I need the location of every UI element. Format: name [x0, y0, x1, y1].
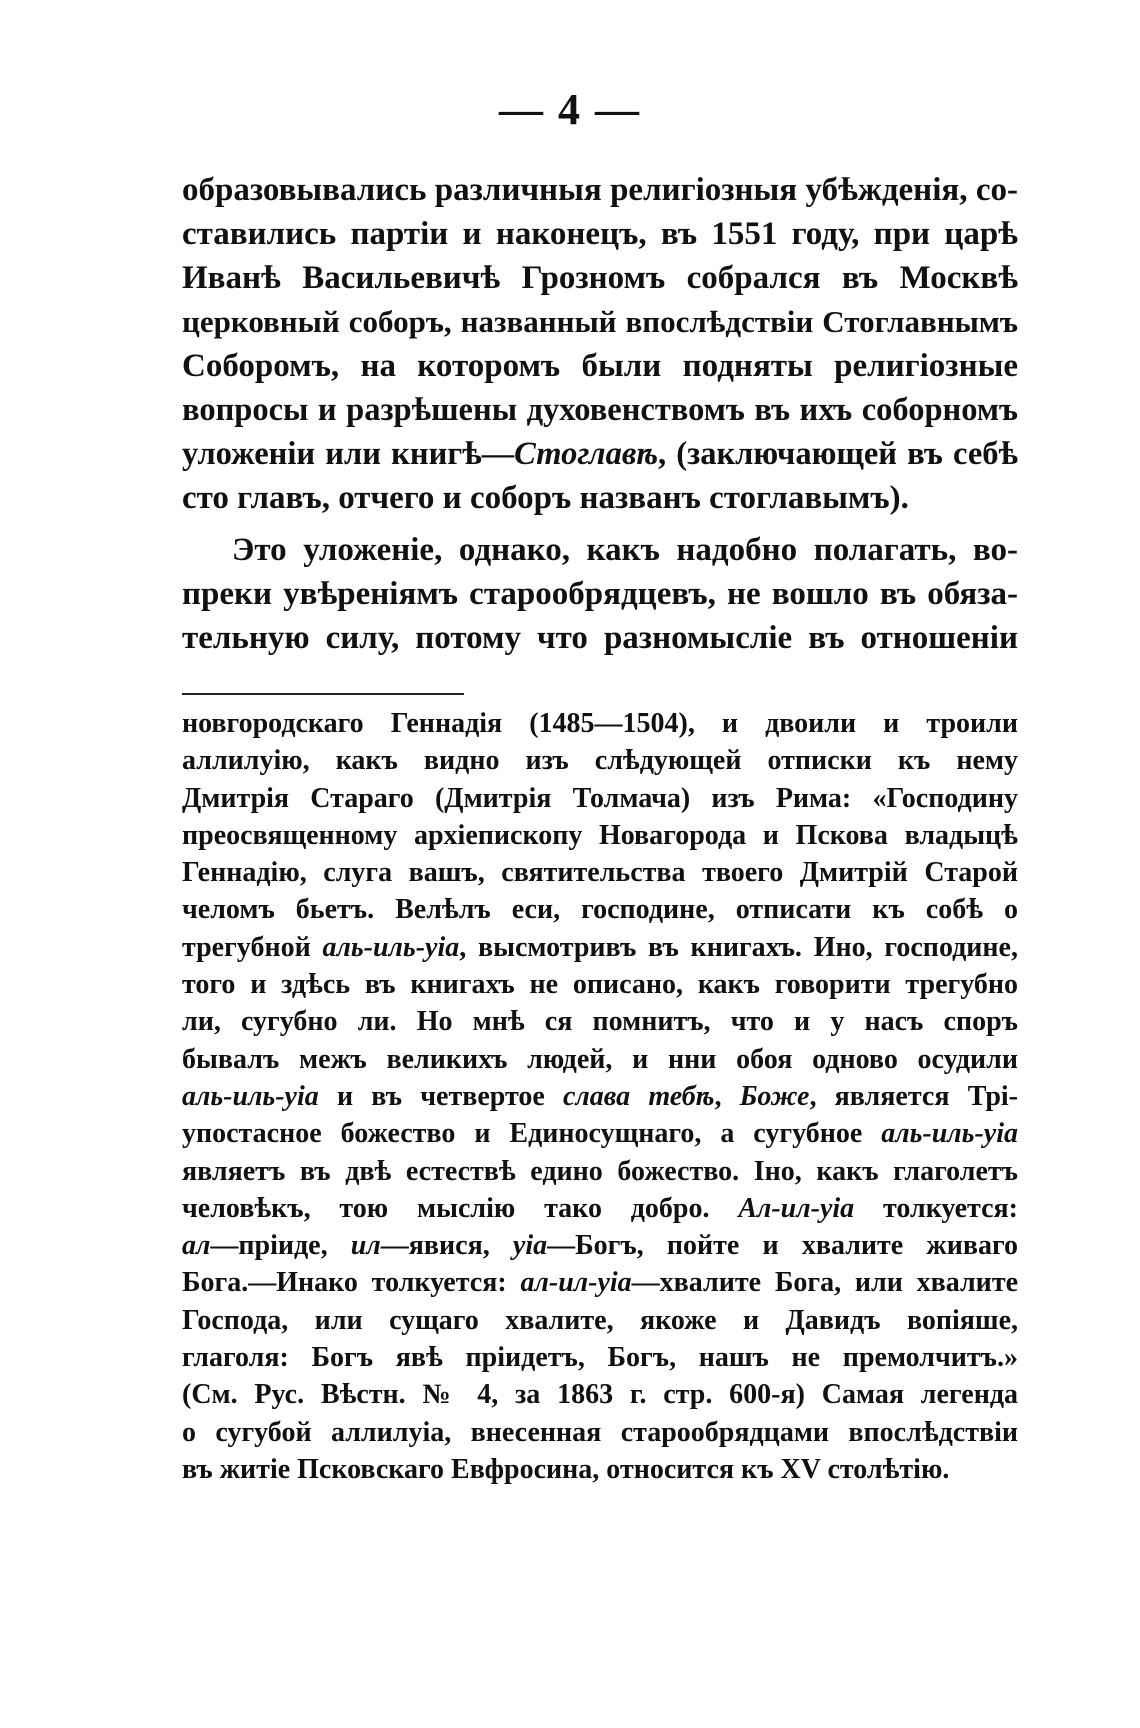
text-run: толкуется:: [854, 1192, 1018, 1224]
footnote-line: Дмитрія Стараго (Дмитрія Толмача) изъ Рима: «Господину: [182, 782, 1018, 814]
text-line: образовывались различныя религіозныя убѣжденія, со-: [182, 172, 1018, 208]
footnote-line: являетъ въ двѣ естествѣ едино божество. Іно, какъ глаголетъ: [182, 1155, 1018, 1187]
paragraph-gap: [182, 520, 1018, 528]
italic-term: аль-иль-уіа: [182, 1080, 319, 1112]
page-number: — 4 —: [499, 85, 641, 134]
text-line: Соборомъ, на которомъ были подняты религіозные: [182, 348, 1018, 384]
text-run: и въ четвертое: [318, 1080, 563, 1112]
text-run: , является Трі-: [809, 1080, 1018, 1112]
text-run: —хвалите Бога, или хвалите: [631, 1267, 1018, 1299]
footnote-line: [182, 1190, 1018, 1227]
italic-term: Ал-ил-уіа: [738, 1192, 855, 1224]
footnote-divider: [182, 693, 464, 695]
italic-term: слава тебѣ: [563, 1080, 715, 1112]
footnote-line: Господа, или сущаго хвалите, якоже и Давидъ вопіяше,: [182, 1304, 1018, 1336]
footnote-line: [182, 1227, 1018, 1264]
footnote-line: въ житіе Псковскаго Евфросина, относится къ XV столѣтію.: [182, 1453, 950, 1485]
footnote-line: [182, 1264, 1018, 1301]
text-line: сто главъ, отчего и соборъ названъ стоглавымъ).: [182, 480, 909, 516]
text-run: —Богъ, пойте и хвалите живаго: [547, 1230, 1018, 1262]
text-line: Это уложеніе, однако, какъ надобно полагать, во-: [232, 532, 1018, 568]
italic-term: ал: [182, 1230, 211, 1262]
footnote-line: ли, сугубно ли. Но мнѣ ся помнитъ, что и у насъ споръ: [182, 1006, 1018, 1038]
footnote-line: [182, 1115, 1018, 1152]
italic-term: ил: [350, 1230, 381, 1262]
footnote-line: того и здѣсь въ книгахъ не описано, какъ говорити трегубно: [182, 969, 1018, 1001]
footnote-line: аллилуію, какъ видно изъ слѣдующей отписки къ нему: [182, 745, 1018, 777]
text-line: ставились партіи и наконецъ, въ 1551 году, при царѣ: [182, 216, 1018, 252]
main-paragraph: [182, 168, 1018, 660]
footnote-line: глаголя: Богъ явѣ пріидетъ, Богъ, нашъ не премолчитъ.»: [182, 1342, 1018, 1374]
text-line: церковный соборъ, названный впослѣдствіи Стоглавнымъ: [182, 304, 1018, 339]
text-run: человѣкъ, тою мыслію тако добро.: [182, 1192, 739, 1224]
text-run: , высмотривъ въ книгахъ. Ино, господине,: [459, 931, 1018, 963]
text-run: —пріиде,: [210, 1230, 351, 1262]
text-line: [182, 432, 1018, 476]
footnote-line: Геннадію, слуга вашъ, святительства твоего Дмитрій Старой: [182, 857, 1018, 889]
text-line: вопросы и разрѣшены духовенствомъ въ ихъ соборномъ: [182, 392, 1018, 428]
text-line: преки увѣреніямъ старообрядцевъ, не вошло въ обяза-: [182, 576, 1018, 612]
footnote-line: новгородскаго Геннадія (1485—1504), и двоили и троили: [182, 708, 1018, 739]
italic-term: ал-ил-уіа: [520, 1267, 632, 1299]
footnote-line: [182, 1078, 1018, 1115]
text-run: уложеніи или книгѣ—: [182, 436, 515, 472]
italic-term: уіа: [512, 1230, 548, 1262]
footnote-line: (См. Рус. Вѣстн. № 4, за 1863 г. стр. 600-я) Самая легенда: [182, 1379, 1018, 1411]
footnote: [182, 705, 1018, 1488]
footnote-line: челомъ бьетъ. Велѣлъ еси, господине, отписати къ собѣ о: [182, 894, 1018, 926]
text-run: Бога.—Инако толкуется:: [182, 1267, 521, 1299]
footnote-line: [182, 929, 1018, 966]
italic-term: аль-иль-уіа: [322, 931, 460, 963]
footnote-line: преосвященному архіепископу Новагорода и Пскова владыцѣ: [182, 819, 1018, 851]
text-line: Иванѣ Васильевичѣ Грозномъ собрался въ Москвѣ: [182, 260, 1018, 296]
text-run: трегубной: [182, 931, 323, 963]
footnote-line: бывалъ межъ великихъ людей, и нни обоя одново осудили: [182, 1043, 1018, 1075]
text-run: , (заключающей въ себѣ: [658, 436, 1018, 472]
italic-term: аль-иль-уіа: [881, 1118, 1018, 1150]
text-line: тельную силу, потому что разномысліе въ отношеніи: [182, 620, 1018, 656]
text-run: упостасное божество и Единосущнаго, а сугубное: [182, 1118, 882, 1150]
text-run: —явися,: [380, 1230, 513, 1262]
text-run: ,: [714, 1080, 740, 1112]
italic-title: Стоглавѣ: [514, 436, 659, 472]
footnote-line: о сугубой аллилуіа, внесенная старообрядцами впослѣдствіи: [182, 1416, 1018, 1448]
italic-term: Боже: [739, 1080, 810, 1112]
